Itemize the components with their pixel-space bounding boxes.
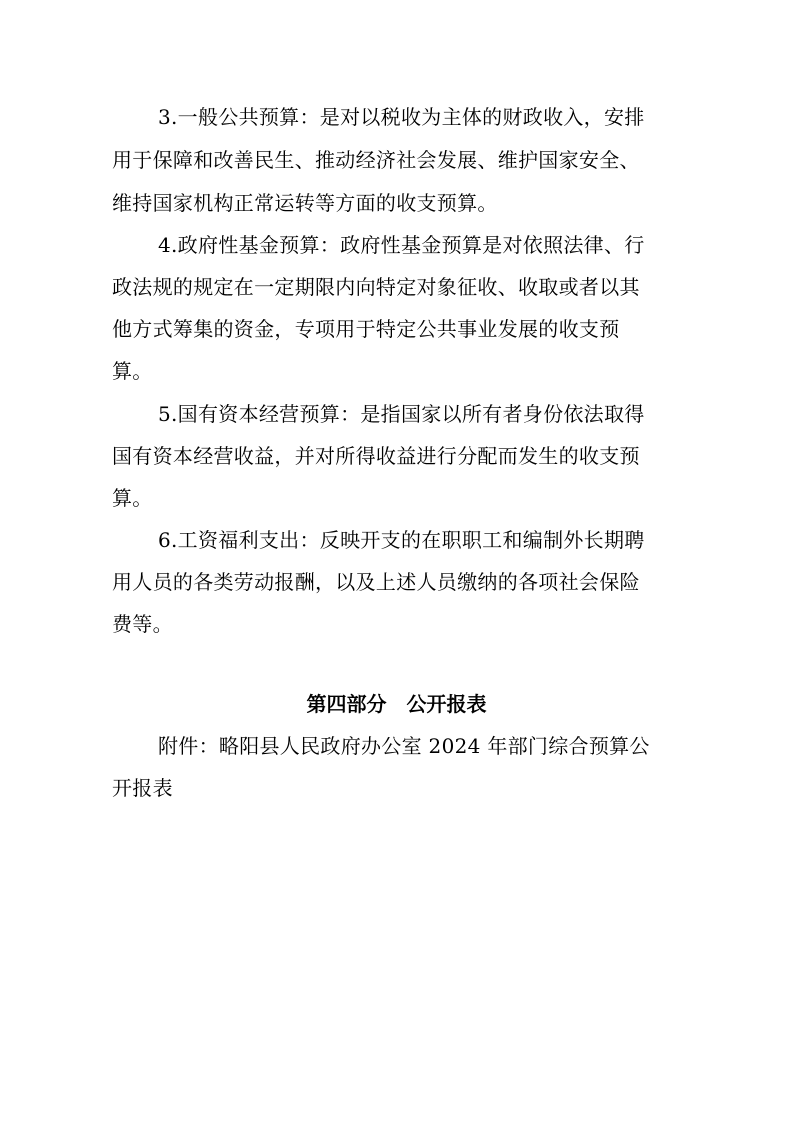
paragraph-general-budget-line-2: 用于保障和改善民生、推动经济社会发展、维护国家安全、 — [112, 148, 640, 172]
paragraph-fund-budget-line-4: 算。 — [112, 359, 153, 383]
attachment-line-1: 附件：略阳县人民政府办公室 2024 年部门综合预算公 — [158, 734, 650, 758]
paragraph-wages-line-3: 费等。 — [112, 612, 173, 636]
paragraph-general-budget-line-1: 3.一般公共预算：是对以税收为主体的财政收入，安排 — [158, 105, 645, 129]
paragraph-wages-line-1: 6.工资福利支出：反映开支的在职职工和编制外长期聘 — [158, 528, 645, 552]
part-four-heading: 第四部分 公开报表 — [306, 692, 487, 716]
paragraph-state-capital-budget-line-3: 算。 — [112, 486, 153, 510]
paragraph-general-budget-line-3: 维持国家机构正常运转等方面的收支预算。 — [112, 191, 498, 215]
paragraph-fund-budget-line-2: 政法规的规定在一定期限内向特定对象征收、收取或者以其 — [112, 275, 640, 299]
paragraph-fund-budget-line-1: 4.政府性基金预算：政府性基金预算是对依照法律、行 — [158, 233, 645, 257]
paragraph-fund-budget-line-3: 他方式筹集的资金，专项用于特定公共事业发展的收支预 — [112, 317, 620, 341]
paragraph-state-capital-budget-line-2: 国有资本经营收益，并对所得收益进行分配而发生的收支预 — [112, 444, 640, 468]
paragraph-wages-line-2: 用人员的各类劳动报酬，以及上述人员缴纳的各项社会保险 — [112, 570, 640, 594]
paragraph-state-capital-budget-line-1: 5.国有资本经营预算：是指国家以所有者身份依法取得 — [158, 402, 645, 426]
attachment-line-2: 开报表 — [112, 776, 173, 800]
